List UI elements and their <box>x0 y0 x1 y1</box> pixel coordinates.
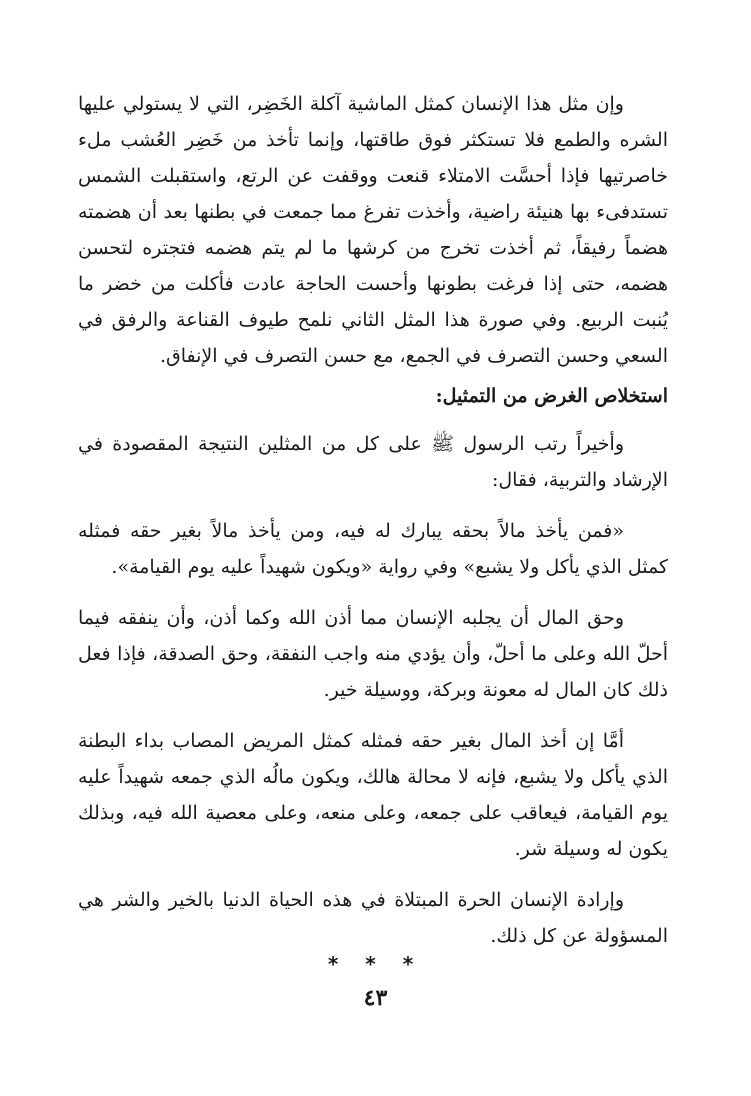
paragraph-free-will: وإرادة الإنسان الحرة المبتلاة في هذه الحياة الدنيا بالخير والشر هي المسؤولة عن كل ذلك. <box>78 889 668 947</box>
page-body <box>78 86 668 969</box>
paragraph-hadith-quote: «فمن يأخذ مالاً بحقه يبارك له فيه، ومن يأخذ مالاً بغير حقه فمثله كمثل الذي يأكل ولا يشبع» وفي رواية «ويكون شهيداً عليه يوم القيامة». <box>78 520 668 578</box>
page-number: ٤٣ <box>363 985 388 1011</box>
section-heading: استخلاص الغرض من التمثيل: <box>435 385 668 407</box>
paragraph-right-of-wealth: وحق المال أن يجلبه الإنسان مما أذن الله وكما أذن، وأن ينفقه فيما أحلّ الله وعلى ما أحلّ، وأن يؤدي منه واجب النفقة، وحق الصدقة، فإذا فعل ذلك كان المال له معونة وبركة، ووسيلة خير. <box>78 607 668 701</box>
paragraph-unlawful-wealth: أمَّا إن أخذ المال بغير حقه فمثله كمثل المريض المصاب بداء البطنة الذي يأكل ولا يشبع، فإنه لا محالة هالك، ويكون مالُه الذي جمعه شهيداً عليه يوم القيامة، فيعاقب على جمعه، وعلى منعه، وعلى معصية الله فيه، وبذلك يكون له وسيلة شر. <box>78 730 668 860</box>
section-separator: * * * <box>327 952 424 976</box>
paragraph-camel-parable: وإن مثل هذا الإنسان كمثل الماشية آكلة الخَضِر، التي لا يستولي عليها الشره والطمع فلا تستكثر فوق طاقتها، وإنما تأخذ من خَضِر العُشب ملء خاصرتيها فإذا أحسَّت الامتلاء قنعت ووقفت عن الرتع، واستقبلت الشمس تستدفىء بها هنيئة راضية، وأخذت تفرغ مما جمعت في بطنها بعد أن هضمته هضماً رفيقاً، ثم أخذت تخرج من كرشها ما لم يتم هضمه فتجتره لتحسن هضمه، حتى إذا فرغت بطونها وأحست الحاجة عادت فأكلت من خضر ما يُنبت الربيع. وفي صورة هذا المثل الثاني نلمح طيوف القناعة والرفق في السعي وحسن التصرف في الجمع، مع حسن التصرف في الإنفاق. <box>78 93 668 367</box>
paragraph-prophet-conclusion: وأخيراً رتب الرسول ﷺ على كل من المثلين النتيجة المقصودة في الإرشاد والتربية، فقال: <box>78 433 668 491</box>
